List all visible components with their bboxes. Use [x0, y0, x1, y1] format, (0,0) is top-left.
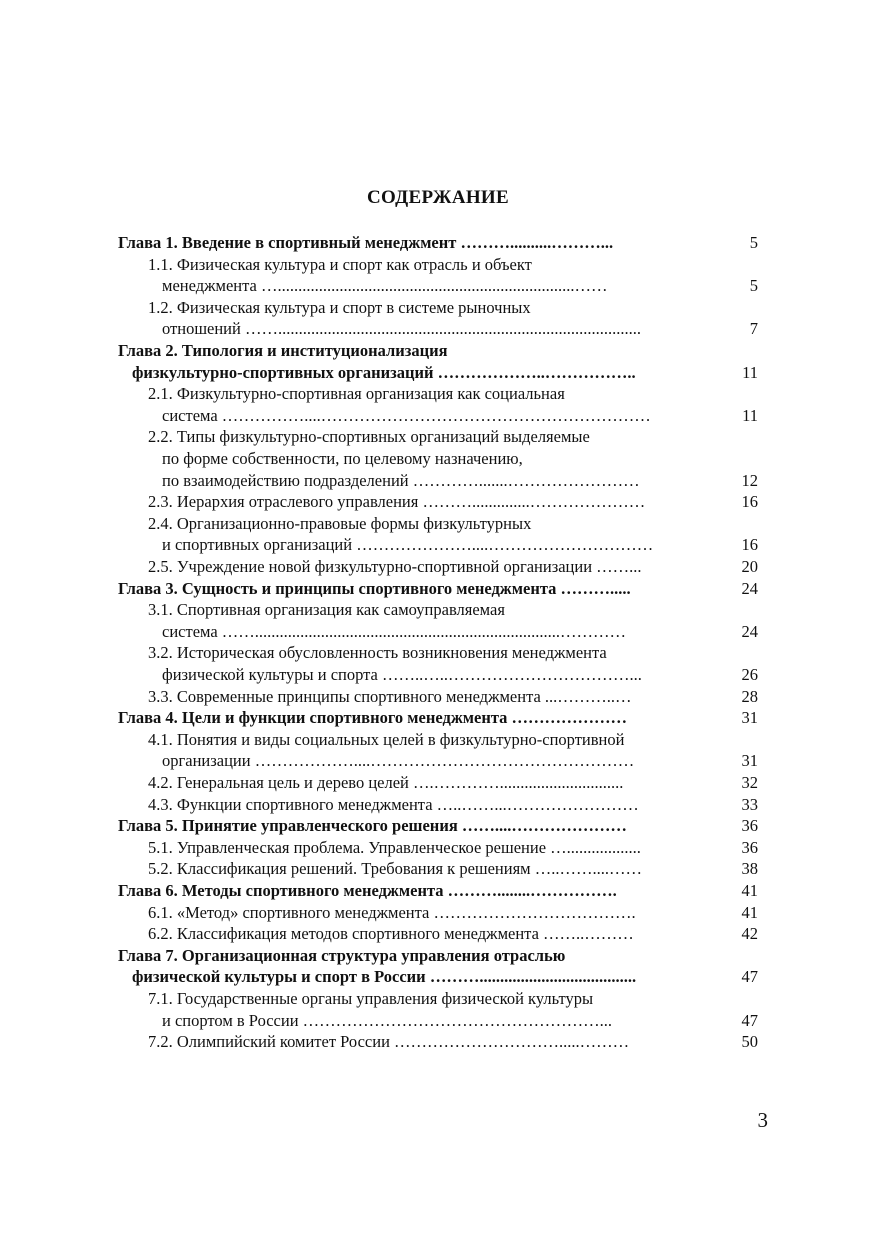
toc-page-number: 41 [741, 902, 758, 922]
toc-section-line: 4.1. Понятия и виды социальных целей в физкультурно-спортивной [148, 729, 625, 749]
toc-section-line: 2.4. Организационно-правовые формы физкультурных [148, 513, 532, 533]
toc-section-line: 6.2. Классификация методов спортивного менеджмента ……..……… [148, 924, 634, 944]
page-title: СОДЕРЖАНИЕ [367, 187, 509, 208]
toc-section-line: 3.1. Спортивная организация как самоуправляемая [148, 600, 505, 620]
toc-section-line: система ……..........................................................................………… [162, 621, 627, 641]
toc-section-line: отношений ……........................................................................................ [162, 319, 641, 339]
toc-section-line: 5.2. Классификация решений. Требования к решениям …..……....…… [148, 859, 642, 879]
toc-section-line: и спортом в России ………………………………………………... [162, 1010, 613, 1030]
toc-section-line: и спортивных организаций …………………....………………………… [162, 535, 654, 555]
toc-page-number: 5 [749, 276, 758, 296]
toc-section-line: 4.2. Генеральная цель и дерево целей ….………….............................. [148, 773, 624, 792]
toc-section-line: физической культуры и спорта ……..…..……………………………... [162, 665, 642, 684]
toc-chapter-line: Глава 2. Типология и институционализация [118, 341, 448, 360]
toc-chapter-line: физической культуры и спорт в России ………...................................... [132, 967, 637, 987]
toc-page-number: 16 [741, 492, 758, 512]
toc-section-line: 2.2. Типы физкультурно-спортивных организаций выделяемые [148, 427, 590, 447]
toc-page-number: 38 [741, 859, 758, 879]
toc-section-line: 2.5. Учреждение новой физкультурно-спортивной организации ……... [148, 557, 642, 576]
toc-section-line: 7.1. Государственные органы управления физической культуры [148, 989, 594, 1008]
toc-section-line: 2.3. Иерархия отраслевого управления ………..............………………… [148, 492, 646, 512]
toc-section-line: 6.1. «Метод» спортивного менеджмента ………………………………. [148, 902, 636, 922]
toc-section-line: 3.3. Современные принципы спортивного менеджмента ...………..… [148, 686, 632, 706]
toc-chapter-line: Глава 4. Цели и функции спортивного менеджмента ………………… [118, 708, 628, 728]
toc-section-line: 3.2. Историческая обусловленность возникновения менеджмента [148, 643, 607, 663]
toc-section-line: менеджмента …........................................................................…… [162, 276, 608, 296]
toc-page-number: 7 [749, 319, 758, 339]
toc-chapter-line: Глава 7. Организационная структура управления отраслью [118, 945, 566, 965]
toc-page-number: 24 [741, 621, 758, 641]
toc-page-number: 5 [749, 233, 758, 252]
toc-page-number: 12 [741, 470, 758, 490]
toc-section-line: по форме собственности, по целевому назначению, [162, 449, 523, 468]
toc-section-line: 1.2. Физическая культура и спорт в системе рыночных [148, 297, 531, 317]
toc-page-number: 28 [741, 686, 758, 706]
toc-chapter-line: Глава 5. Принятие управленческого решения ……....………………… [118, 816, 627, 836]
toc-page-number: 36 [741, 816, 758, 836]
toc-page-number: 42 [741, 924, 758, 944]
toc-page-number: 24 [741, 578, 758, 598]
toc-section-line: 4.3. Функции спортивного менеджмента …..……...…………………… [148, 794, 639, 814]
toc-section-line: 1.1. Физическая культура и спорт как отрасль и объект [148, 254, 532, 274]
toc-page-number: 26 [741, 665, 758, 684]
toc-section-line: 7.2. Олимпийский комитет России ………………………….....……… [148, 1032, 630, 1052]
toc-page-number: 11 [742, 362, 758, 382]
toc-page-number: 33 [741, 794, 758, 814]
toc-section-line: 5.1. Управленческая проблема. Управленческое решение ….................. [148, 837, 641, 857]
toc-page-number: 31 [741, 751, 758, 771]
toc-page-number: 41 [741, 881, 758, 900]
toc-section-line: организации ………………....………………………………………… [162, 751, 635, 771]
toc-section-line: по взаимодействию подразделений ………….......…………………… [162, 470, 640, 490]
toc-chapter-line: Глава 3. Сущность и принципы спортивного менеджмента ………..... [118, 578, 631, 598]
toc-chapter-line: Глава 1. Введение в спортивный менеджмент ………..........………... [118, 233, 614, 252]
toc-page-number: 36 [741, 837, 758, 857]
toc-page-number: 47 [741, 967, 758, 987]
toc-page-number: 16 [741, 535, 758, 555]
toc-section-line: 2.1. Физкультурно-спортивная организация как социальная [148, 384, 565, 404]
toc-page-number: 31 [741, 708, 758, 728]
toc-page-number: 11 [742, 405, 758, 425]
toc-page-number: 47 [741, 1010, 758, 1030]
toc-page-number: 50 [741, 1032, 758, 1052]
page-number: 3 [757, 1108, 768, 1132]
toc-section-line: система ……………....…………………………………………………… [162, 405, 651, 425]
toc-chapter-line: физкультурно-спортивных организаций ………………..…………….. [132, 362, 636, 382]
toc-page-number: 32 [741, 773, 758, 792]
toc-chapter-line: Глава 6. Методы спортивного менеджмента ………........……………. [118, 881, 617, 900]
toc-page-number: 20 [741, 557, 758, 576]
